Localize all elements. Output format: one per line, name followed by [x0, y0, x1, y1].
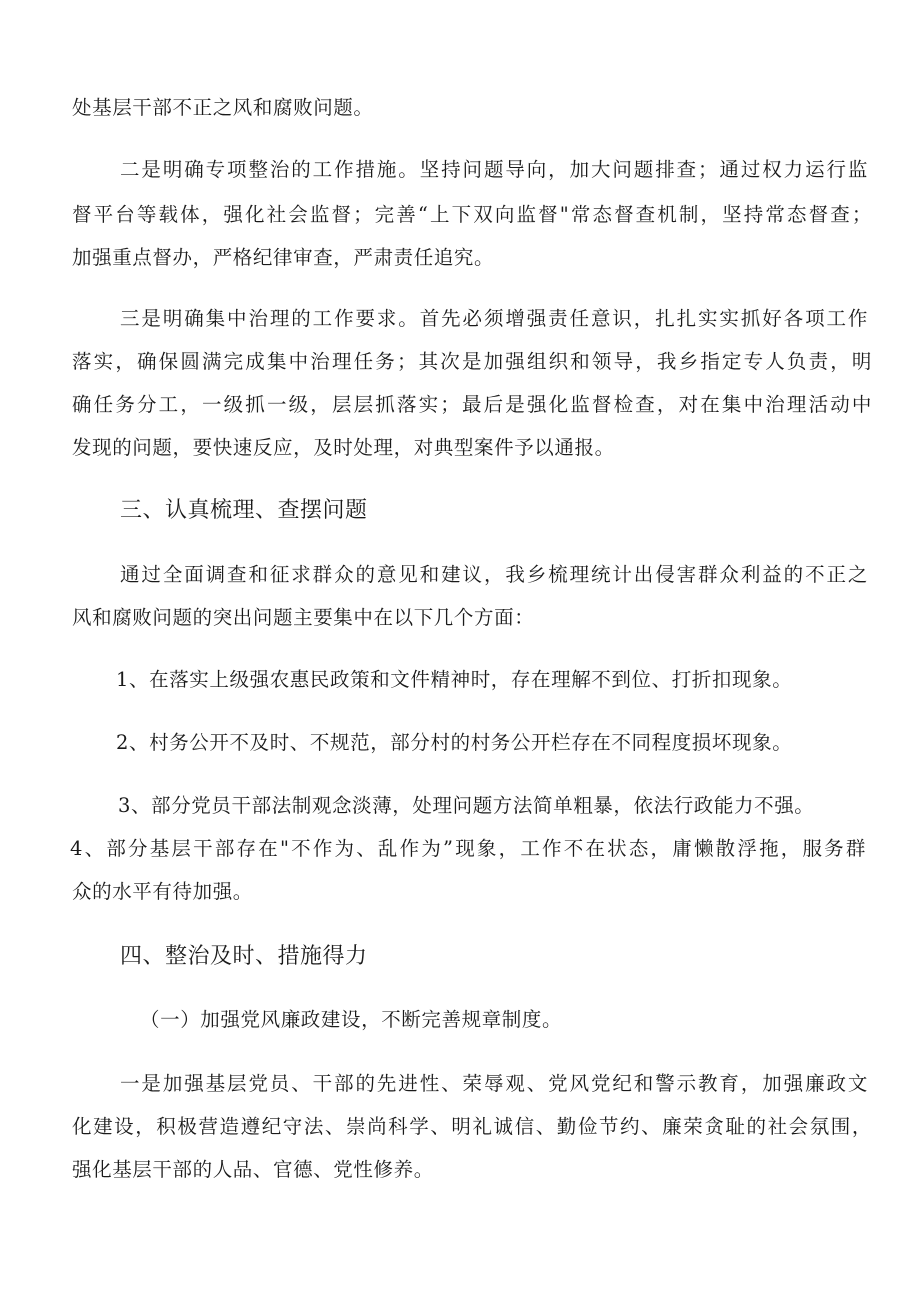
paragraph-line: 三是明确集中治理的工作要求。首先必须增强责任意识，扎扎实实抓好各项工作	[120, 307, 868, 330]
list-item: 1、在落实上级强农惠民政策和文件精神时，存在理解不到位、打折扣现象。	[116, 668, 793, 691]
paragraph-line: 众的水平有待加强。	[72, 880, 253, 903]
paragraph-line: 督平台等载体，强化社会监督；完善“上下双向监督"常态督查机制，坚持常态督查；	[72, 203, 872, 226]
subsection-heading: （一）加强党风廉政建设，不断完善规章制度。	[140, 1008, 563, 1031]
paragraph-line: 加强重点督办，严格纪律审查，严肃责任追究。	[72, 246, 495, 269]
paragraph-line: 确任务分工，一级抓一级，层层抓落实；最后是强化监督检查，对在集中治理活动中	[72, 393, 872, 416]
paragraph-line: 化建设，积极营造遵纪守法、崇尚科学、明礼诚信、勤俭节约、廉荣贪耻的社会氛围，	[72, 1115, 872, 1138]
list-item: 4、部分基层干部存在"不作为、乱作为”现象，工作不在状态，庸懒散浮拖，服务群	[70, 837, 866, 860]
paragraph-line: 二是明确专项整治的工作措施。坚持问题导向，加大问题排查；通过权力运行监	[120, 158, 868, 181]
section-heading: 四、整治及时、措施得力	[120, 944, 368, 969]
paragraph-line: 落实，确保圆满完成集中治理任务；其次是加强组织和领导，我乡指定专人负责，明	[72, 350, 872, 373]
paragraph-line: 一是加强基层党员、干部的先进性、荣辱观、党风党纪和警示教育，加强廉政文	[120, 1072, 868, 1095]
list-item: 3、部分党员干部法制观念淡薄，处理问题方法简单粗暴，依法行政能力不强。	[118, 794, 815, 817]
paragraph-line: 强化基层干部的人品、官德、党性修养。	[72, 1158, 434, 1181]
paragraph-line: 处基层干部不正之风和腐败问题。	[72, 96, 374, 119]
section-heading: 三、认真梳理、查摆问题	[120, 498, 368, 523]
paragraph-line: 风和腐败问题的突出问题主要集中在以下几个方面：	[72, 606, 535, 629]
list-item: 2、村务公开不及时、不规范，部分村的村务公开栏存在不同程度损坏现象。	[116, 731, 793, 754]
paragraph-line: 通过全面调查和征求群众的意见和建议，我乡梳理统计出侵害群众利益的不正之	[120, 563, 868, 586]
paragraph-line: 发现的问题，要快速反应，及时处理，对典型案件予以通报。	[72, 436, 615, 459]
